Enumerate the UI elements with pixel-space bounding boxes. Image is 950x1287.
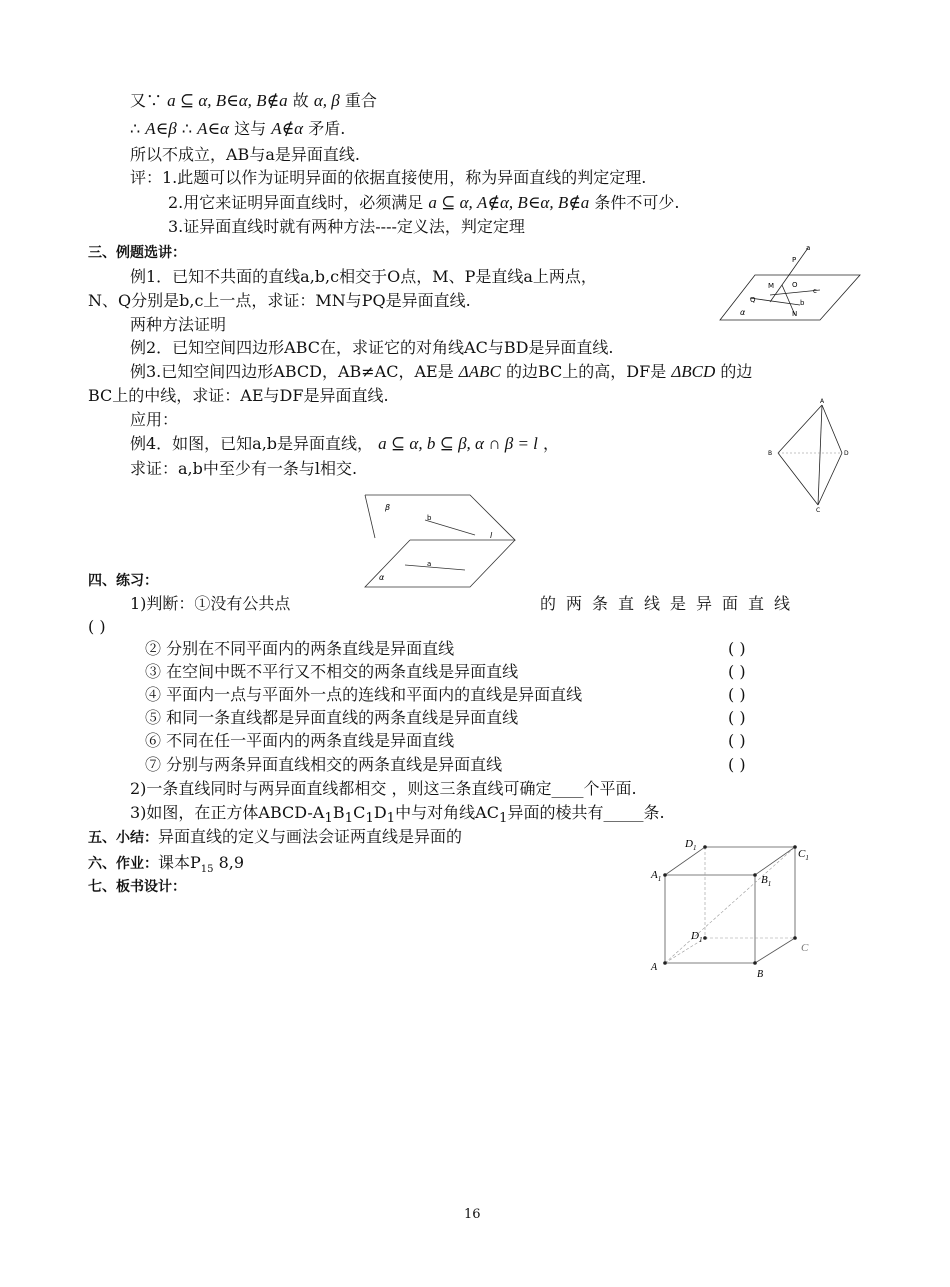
proof-text: 这与 [234, 119, 267, 138]
math-expression: A∉α [271, 119, 304, 138]
label-d: D [844, 450, 849, 457]
homework-text: 课本P [158, 853, 201, 872]
math-expression: a ⊆ α, B∈α, B∉a [167, 91, 288, 110]
label-p: P [792, 256, 797, 264]
comment-line-3: 3.证异面直线时就有两种方法----定义法，判定定理 [168, 217, 525, 236]
exercise-1-lead: 1)判断：①没有公共点 [130, 594, 291, 613]
section-heading-4: 四、练习： [88, 573, 158, 589]
label-l: l [490, 531, 493, 540]
label-d1: $D_1$ [685, 838, 697, 852]
label-a1: $A_1$ [651, 869, 662, 883]
math-expression: α, β [313, 91, 340, 110]
answer-paren: ( ) [728, 755, 746, 774]
section-heading-6: 六、作业： [88, 856, 158, 872]
subscript: 1 [386, 811, 396, 827]
label-b: b [427, 514, 432, 522]
label-c1: $C_1$ [798, 848, 809, 862]
math-expression: A∈α [197, 119, 229, 138]
proof-line-2 [130, 118, 345, 140]
label-n: N [792, 310, 798, 318]
subscript: 1 [498, 811, 508, 827]
subscript: 1 [324, 811, 333, 827]
example-text: 例4．如图，已知a,b是异面直线， [130, 434, 374, 453]
exercise-item-2: ② 分别在不同平面内的两条直线是异面直线 [145, 639, 455, 658]
math-expression: ΔBCD [671, 362, 716, 381]
label-alpha: α [379, 573, 385, 582]
proof-text: ∴ [181, 119, 192, 138]
page-number: 16 [464, 1207, 481, 1222]
answer-paren: ( ) [728, 639, 746, 658]
exercise-2: 2)一条直线同时与两异面直线都相交 ，则这三条直线可确定____个平面. [130, 779, 637, 798]
exercise-item-7: ⑦ 分别与两条异面直线相交的两条直线是异面直线 [145, 755, 503, 774]
math-expression: a ⊆ α, b ⊆ β, α ∩ β = l [378, 434, 538, 453]
summary-line [88, 826, 462, 849]
exercise-item-6: ⑥ 不同在任一平面内的两条直线是异面直线 [145, 731, 455, 750]
label-c: C [816, 507, 821, 514]
comment-line-2 [168, 192, 679, 214]
exercise-1-paren: ( ) [88, 617, 106, 636]
answer-paren: ( ) [728, 731, 746, 750]
label-a: A [651, 962, 658, 973]
label-b1: $B_1$ [761, 874, 772, 888]
label-beta: β [385, 503, 391, 512]
subscript: 15 [200, 864, 214, 876]
figure-cube [645, 835, 825, 985]
example-2: 例2．已知空间四边形ABC在，求证它的对角线AC与BD是异面直线. [130, 338, 614, 357]
example-1-line-2: N、Q分别是b,c上一点，求证：MN与PQ是异面直线. [88, 291, 471, 310]
label-a: a [806, 244, 811, 252]
exercise-1-tail: 的两条直线是异面直线 [540, 594, 801, 613]
label-o: O [792, 281, 798, 289]
label-q: Q [750, 296, 756, 304]
proof-text: 故 [292, 91, 309, 110]
example-1-line-3: 两种方法证明 [130, 315, 227, 334]
label-c: C [801, 942, 809, 954]
example-4-line-1 [130, 433, 559, 455]
label-a: a [427, 560, 432, 568]
answer-paren: ( ) [728, 708, 746, 727]
example-text: 的边BC上的高，DF是 [505, 362, 667, 381]
comment-text: 条件不可少. [594, 193, 680, 212]
homework-text: 8,9 [213, 853, 245, 872]
proof-line-3: 所以不成立，AB与a是异面直线. [130, 145, 360, 164]
example-text: 例3.已知空间四边形ABCD，AB≠AC，AE是 [130, 362, 454, 381]
math-expression: A∈β [145, 119, 177, 138]
proof-text: ∴ [130, 119, 141, 138]
proof-text: 重合 [344, 91, 377, 110]
answer-paren: ( ) [728, 685, 746, 704]
subscript: 1 [344, 811, 354, 827]
example-1-line-1: 例1．已知不共面的直线a,b,c相交于O点，M、P是直线a上两点， [130, 267, 597, 286]
answer-paren: ( ) [728, 662, 746, 681]
math-expression: a ⊆ α, A∉α, B∈α, B∉a [428, 193, 590, 212]
exercise-text: B [332, 803, 345, 822]
example-3-line-2: BC上的中线，求证：AE与DF是异面直线. [88, 386, 389, 405]
label-b: B [768, 450, 773, 457]
proof-line-1 [130, 90, 377, 112]
exercise-item-4: ④ 平面内一点与平面外一点的连线和平面内的直线是异面直线 [145, 685, 583, 704]
label-c: c [813, 287, 817, 295]
application-label: 应用： [130, 410, 179, 429]
proof-text: 又∵ [130, 91, 163, 110]
exercise-item-5: ⑤ 和同一条直线都是异面直线的两条直线是异面直线 [145, 708, 519, 727]
label-d: $D_1$ [691, 930, 703, 944]
section-heading-3: 三、例题选讲： [88, 245, 186, 261]
label-alpha: α [740, 308, 746, 317]
math-expression: ΔABC [458, 362, 501, 381]
label-b: b [800, 299, 805, 307]
exercise-text: 异面的棱共有_____条. [507, 803, 665, 822]
example-4-line-2: 求证：a,b中至少有一条与l相交. [130, 459, 358, 478]
section-heading-7: 七、板书设计： [88, 879, 186, 895]
comment-text: 2.用它来证明异面直线时，必须满足 [168, 193, 424, 212]
summary-text: 异面直线的定义与画法会证两直线是异面的 [158, 827, 463, 846]
subscript: 1 [365, 811, 374, 827]
label-a: A [820, 398, 825, 405]
exercise-text: C [353, 803, 366, 822]
exercise-item-3: ③ 在空间中既不平行又不相交的两条直线是异面直线 [145, 662, 519, 681]
figure-intersecting-lines [720, 240, 860, 325]
figure-tetrahedron [760, 395, 860, 515]
label-b: B [757, 969, 764, 980]
exercise-text: 3)如图，在正方体ABCD-A [130, 803, 325, 822]
proof-text: 矛盾. [308, 119, 346, 138]
figure-two-planes [365, 490, 520, 590]
example-text: ， [543, 434, 560, 453]
exercise-text: 中与对角线AC [395, 803, 499, 822]
exercise-text: D [373, 803, 387, 822]
label-m: M [768, 282, 775, 290]
example-3-line-1 [130, 361, 752, 383]
comment-line-1: 评：1.此题可以作为证明异面的依据直接使用，称为异面直线的判定定理. [130, 168, 647, 187]
section-heading-5: 五、小结： [88, 830, 158, 846]
example-text: 的边 [720, 362, 753, 381]
